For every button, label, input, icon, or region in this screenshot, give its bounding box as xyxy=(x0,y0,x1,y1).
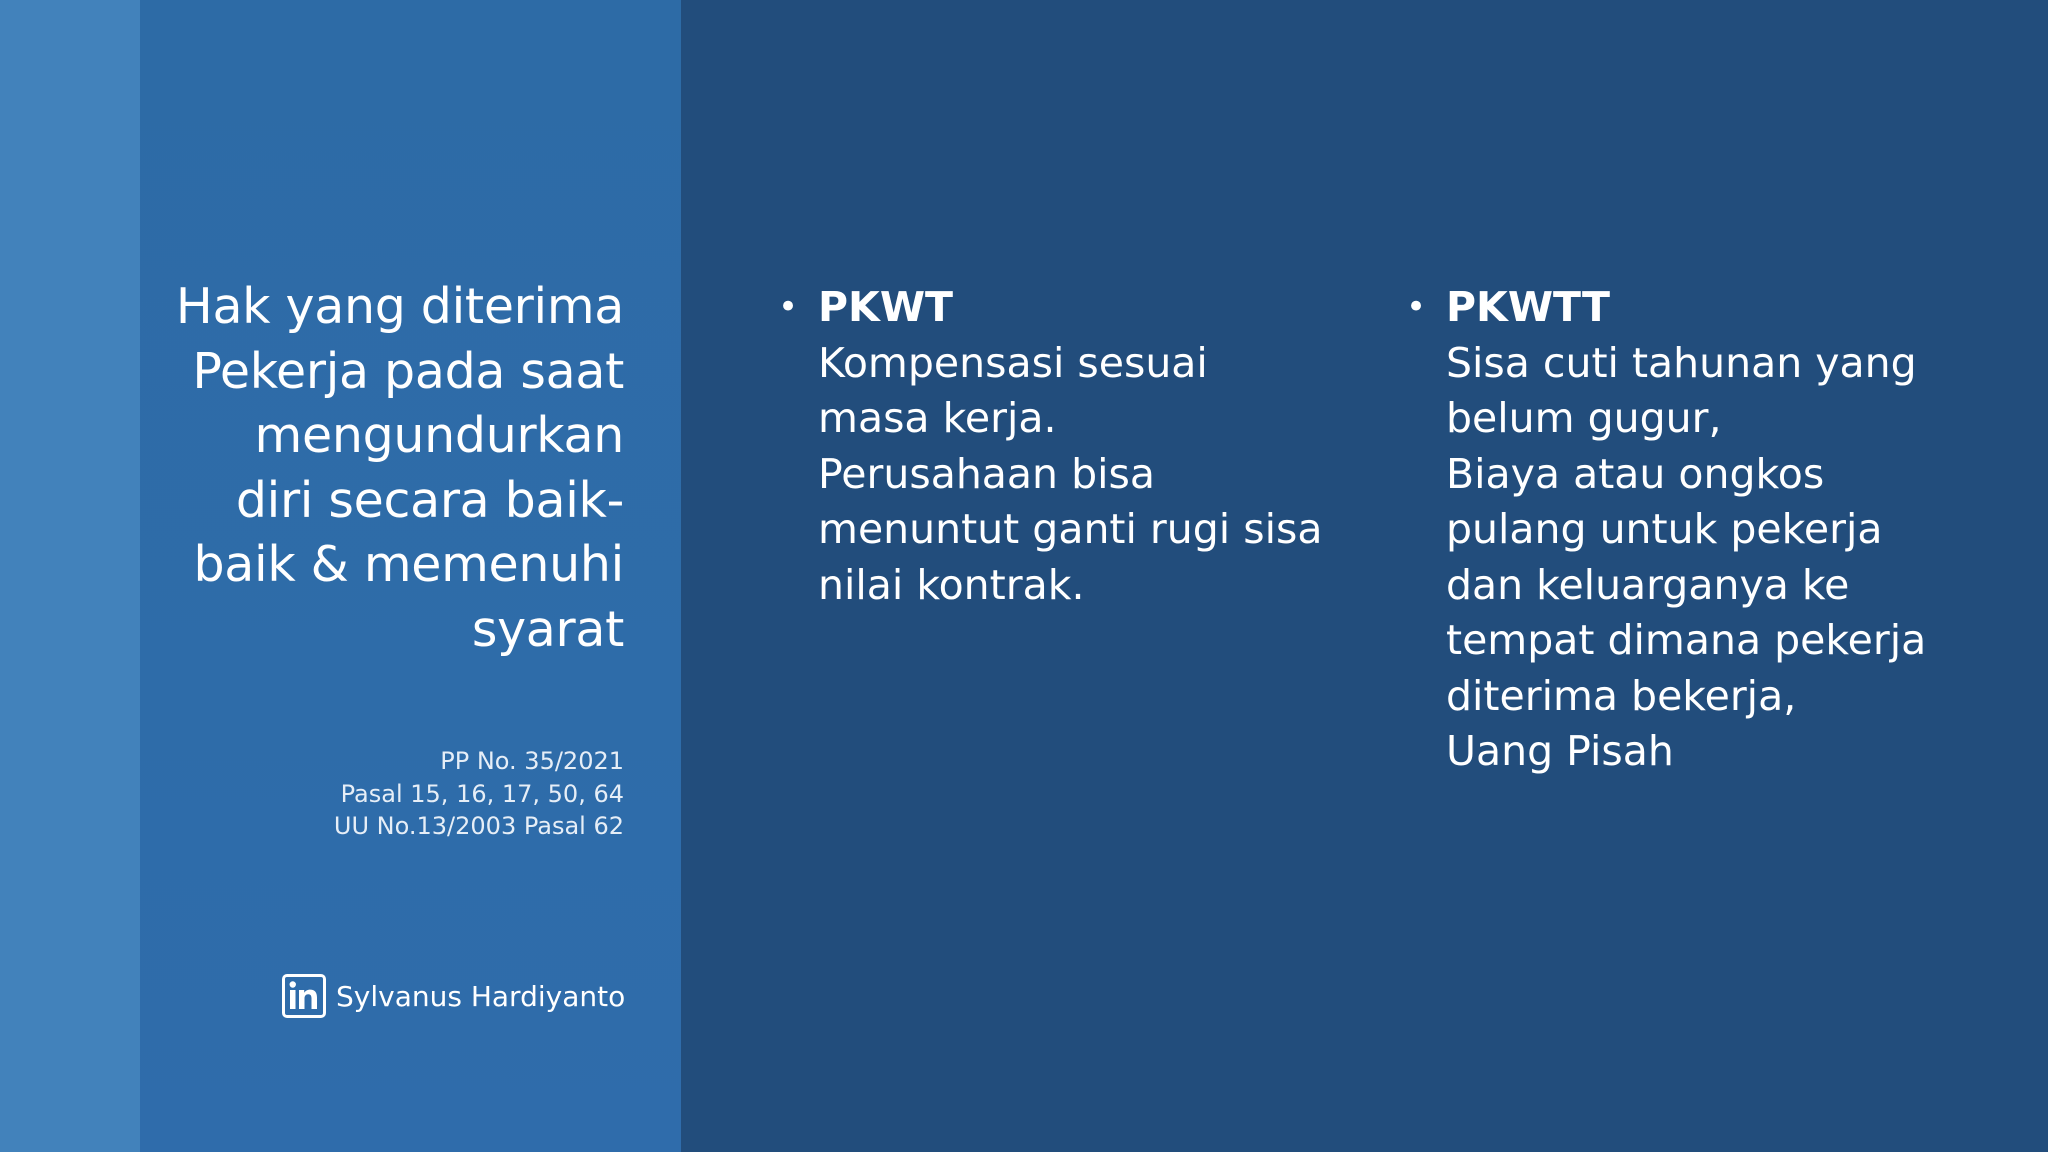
left-accent-strip xyxy=(0,0,140,1152)
title-line: diri secara baik- xyxy=(235,471,624,529)
reference-line: PP No. 35/2021 xyxy=(440,747,624,775)
legal-references xyxy=(204,745,624,843)
pkwtt-line: pulang untuk pekerja xyxy=(1446,505,1883,553)
title-line: Hak yang diterima xyxy=(175,278,624,335)
bullet-icon: • xyxy=(778,287,799,327)
author-credit xyxy=(282,971,625,1021)
pkwt-line: menuntut ganti rugi sisa xyxy=(818,505,1323,553)
pkwtt-line: belum gugur, xyxy=(1446,394,1722,442)
title-line: mengundurkan xyxy=(254,407,624,464)
pkwtt-line: Sisa cuti tahunan yang xyxy=(1446,338,1917,387)
pkwtt-line: diterima bekerja, xyxy=(1446,671,1797,720)
title-line: baik & memenuhi xyxy=(193,536,624,593)
reference-line: UU No.13/2003 Pasal 62 xyxy=(333,812,624,840)
title-line: Pekerja pada saat xyxy=(192,342,624,400)
linkedin-glyph xyxy=(285,977,323,1015)
pkwtt-line: Biaya atau ongkos xyxy=(1446,449,1825,498)
pkwtt-heading: PKWTT xyxy=(1446,283,1610,331)
reference-line: Pasal 15, 16, 17, 50, 64 xyxy=(340,779,624,808)
linkedin-icon xyxy=(282,974,326,1018)
pkwtt-line: Uang Pisah xyxy=(1446,727,1674,775)
pkwtt-line: dan keluarganya ke xyxy=(1446,560,1850,609)
pkwt-line: nilai kontrak. xyxy=(818,560,1085,609)
pkwt-line: Perusahaan bisa xyxy=(818,449,1155,498)
bullet-icon: • xyxy=(1406,287,1427,327)
author-name: Sylvanus Hardiyanto xyxy=(336,979,626,1013)
pkwtt-line: tempat dimana pekerja xyxy=(1446,616,1927,664)
pkwt-line: masa kerja. xyxy=(818,394,1057,442)
slide-title xyxy=(154,275,624,662)
pkwtt-column xyxy=(1398,280,2018,780)
pkwt-line: Kompensasi sesuai xyxy=(818,338,1208,387)
pkwt-column xyxy=(770,280,1340,613)
title-line: syarat xyxy=(471,600,624,658)
pkwt-heading: PKWT xyxy=(818,283,954,331)
